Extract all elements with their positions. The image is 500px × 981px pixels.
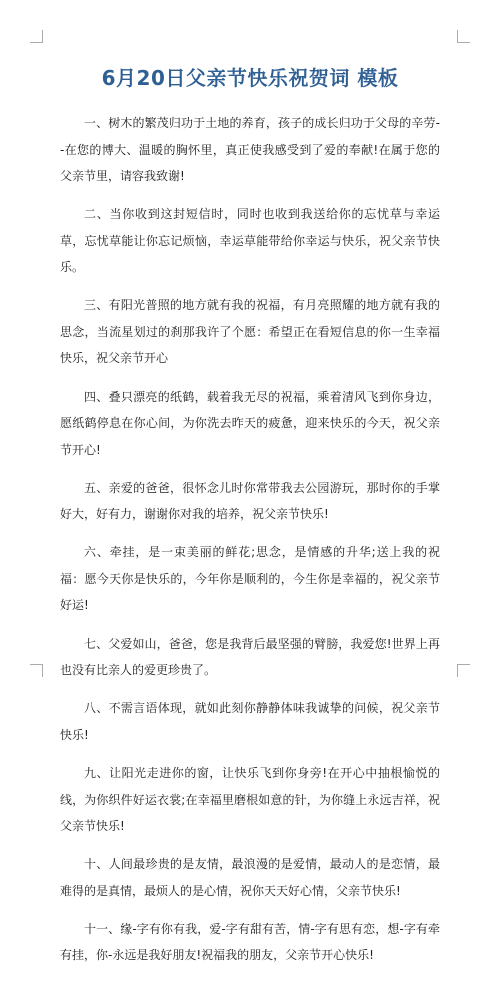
paragraph: 八、不需言语体现，就如此刻你静静体味我诚挚的问候，祝父亲节快乐! (60, 701, 440, 742)
crop-mark-bottom-right (457, 664, 470, 677)
paragraph: 十一、缘-字有你有我，爱-字有甜有苦，情-字有思有恋，想-字有牵有挂，你-永远是我好朋友!祝福我的朋友，父亲节开心快乐! (60, 921, 440, 963)
paragraph: 四、叠只漂亮的纸鹤，载着我无尽的祝福，乘着清风飞到你身边，愿纸鹤停息在你心间，为你洗去昨天的疲惫，迎来快乐的今天，祝父亲节开心! (60, 389, 440, 457)
paragraph: 九、让阳光走进你的窗，让快乐飞到你身旁!在开心中抽根愉悦的线，为你织件好运衣裳;在幸福里磨根如意的针，为你缝上永远吉祥，祝父亲节快乐! (60, 766, 440, 833)
paragraph: 一、树木的繁茂归功于土地的养育，孩子的成长归功于父母的辛劳--在您的博大、温暖的胸怀里，真正使我感受到了爱的奉献!在属于您的父亲节里，请容我致谢! (60, 116, 440, 183)
crop-mark-bottom-left (30, 664, 43, 677)
document-title: 6月20日父亲节快乐祝贺词 模板 (101, 66, 399, 90)
crop-mark-top-left (30, 30, 43, 43)
paragraph: 三、有阳光普照的地方就有我的祝福，有月亮照耀的地方就有我的思念，当流星划过的刹那我许了个愿：希望正在看短信息的你一生幸福快乐，祝父亲节开心 (60, 298, 440, 366)
paragraph: 二、当你收到这封短信时，同时也收到我送给你的忘忧草与幸运草，忘忧草能让你忘记烦恼，幸运草能带给你幸运与快乐，祝父亲节快乐。 (60, 207, 440, 275)
document-body (60, 110, 440, 981)
paragraph: 六、牵挂，是一束美丽的鲜花;思念，是情感的升华;送上我的祝福：愿今天你是快乐的，今年你是顺利的，今生你是幸福的，祝父亲节好运! (60, 545, 440, 613)
paragraph: 十、人间最珍贵的是友情，最浪漫的是爱情，最动人的是恋情，最难得的是真情，最烦人的是心情，祝你天天好心情，父亲节快乐! (60, 857, 440, 898)
paragraph: 五、亲爱的爸爸，很怀念儿时你常带我去公园游玩，那时你的手掌好大，好有力，谢谢你对我的培养，祝父亲节快乐! (60, 480, 440, 522)
paragraph: 七、父爱如山，爸爸，您是我背后最坚强的臂膀，我爱您!世界上再也没有比亲人的爱更珍贵了。 (60, 636, 440, 678)
crop-mark-top-right (457, 30, 470, 43)
